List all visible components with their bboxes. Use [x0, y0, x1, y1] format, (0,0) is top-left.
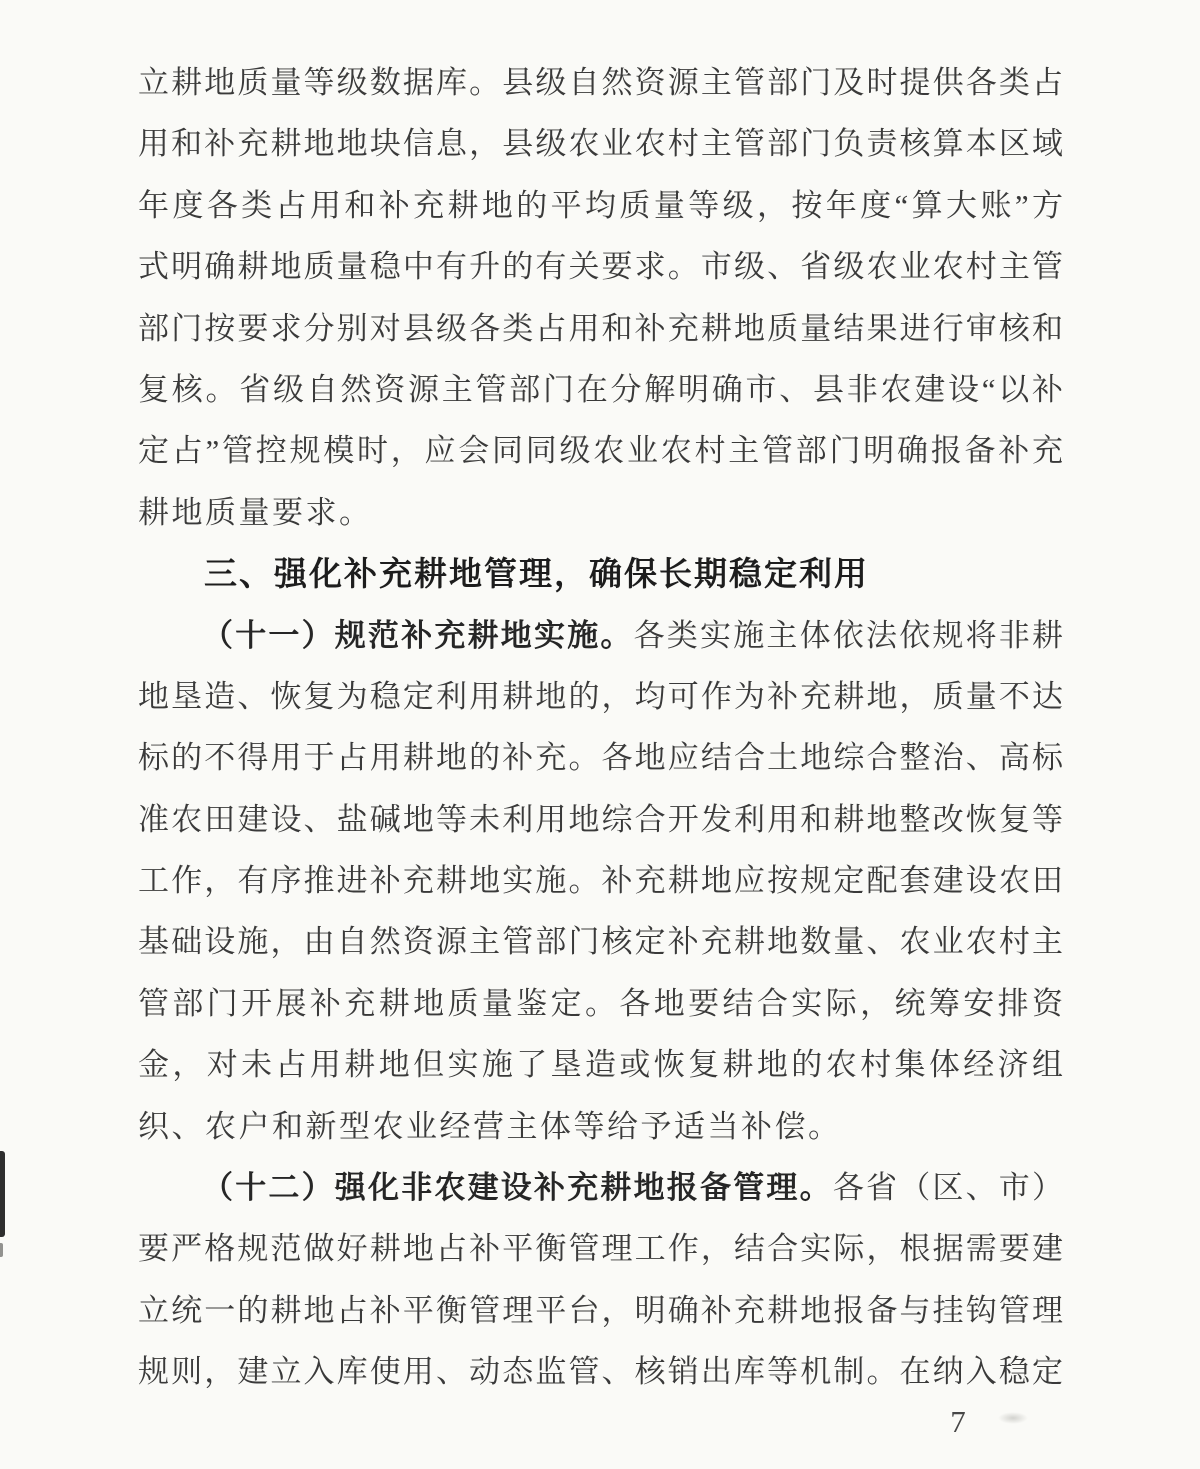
text-line: 管部门开展补充耕地质量鉴定。各地要结合实际，统筹安排资: [138, 985, 1063, 1021]
text-line: 要严格规范做好耕地占补平衡管理工作，结合实际，根据需要建: [138, 1231, 1063, 1267]
text-line: 复核。省级自然资源主管部门在分解明确市、县非农建设“以补: [138, 371, 1063, 407]
text-line: 部门按要求分别对县级各类占用和补充耕地质量结果进行审核和: [138, 310, 1063, 346]
text-line: 立耕地质量等级数据库。县级自然资源主管部门及时提供各类占: [138, 65, 1063, 100]
text-line: 定占”管控规模时，应会同同级农业农村主管部门明确报备补充: [138, 433, 1063, 469]
text-line: 用和补充耕地地块信息，县级农业农村主管部门负责核算本区域: [138, 126, 1063, 162]
paragraph-text: 各省（区、市）: [832, 1170, 1064, 1206]
page-number: 7: [950, 1404, 966, 1439]
text-line: 标的不得用于占用耕地的补充。各地应结合土地综合整治、高标: [138, 740, 1063, 776]
text-line: 地垦造、恢复为稳定利用耕地的，均可作为补充耕地，质量不达: [138, 678, 1063, 714]
text-line: 织、农户和新型农业经营主体等给予适当补偿。: [138, 1108, 842, 1144]
text-line: 金，对未占用耕地但实施了垦造或恢复耕地的农村集体经济组: [138, 1047, 1063, 1083]
section-heading: 三、强化补充耕地管理，确保长期稳定利用: [204, 555, 869, 593]
text-line: 年度各类占用和补充耕地的平均质量等级，按年度“算大账”方: [138, 187, 1063, 223]
text-line: 式明确耕地质量稳中有升的有关要求。市级、省级农业农村主管: [138, 249, 1063, 285]
text-line: 规则，建立入库使用、动态监管、核销出库等机制。在纳入稳定: [138, 1354, 1063, 1390]
paragraph-text: 各类实施主体依法依规将非耕: [633, 617, 1064, 653]
paragraph-start-line: [138, 1157, 1063, 1218]
paragraph-lead: （十一）规范补充耕地实施。: [202, 617, 634, 653]
paragraph-start-line: [138, 605, 1063, 666]
paragraph-lead: （十二）强化非农建设补充耕地报备管理。: [202, 1170, 833, 1206]
scan-ink-artifact: [0, 1151, 5, 1237]
text-line: 立统一的耕地占补平衡管理平台，明确补充耕地报备与挂钩管理: [138, 1292, 1063, 1328]
text-line: 工作，有序推进补充耕地实施。补充耕地应按规定配套建设农田: [138, 863, 1063, 899]
scan-smudge-artifact: [998, 1412, 1028, 1424]
text-line: 准农田建设、盐碱地等未利用地综合开发利用和耕地整改恢复等: [138, 801, 1063, 837]
text-line: 基础设施，由自然资源主管部门核定补充耕地数量、农业农村主: [138, 924, 1063, 960]
text-block: [138, 52, 1063, 1403]
text-line: 耕地质量要求。: [138, 494, 373, 530]
